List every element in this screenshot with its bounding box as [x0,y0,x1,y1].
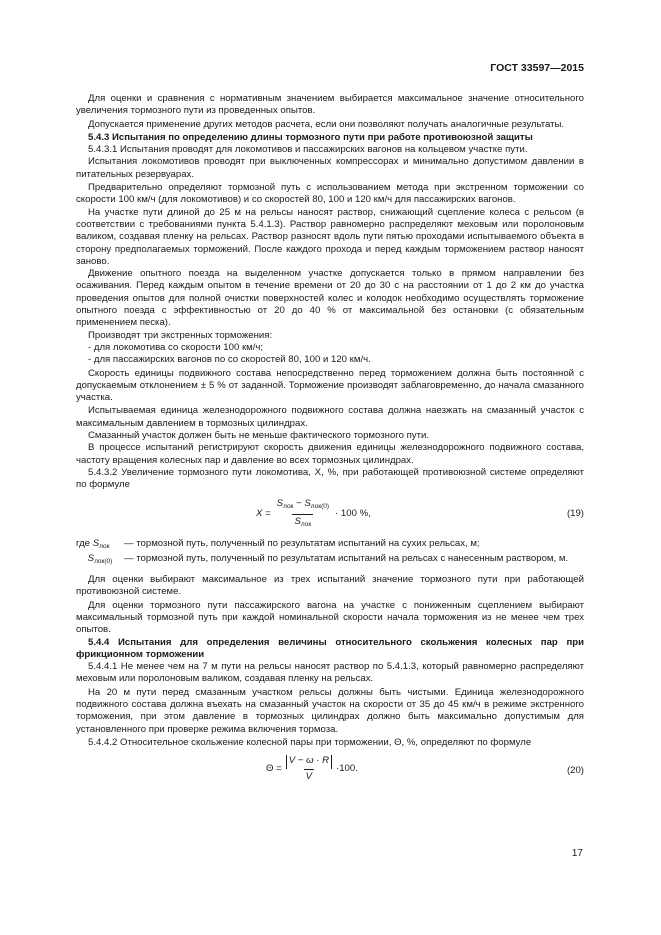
symbol: S [304,497,311,509]
where-prefix: где [76,537,91,549]
formula-fraction [275,498,331,532]
formula-19 [76,494,584,536]
list-item: - для локомотива со скорости 100 км/ч; [88,341,264,353]
symbol: S [294,515,301,527]
paragraph: В процессе испытаний регистрируют скорость движения единицы железнодорожного подвижного состава, частоту вращения колесных пар и давление во всех тормозных цилиндрах. [76,442,584,466]
formula-fraction [286,755,332,783]
formula-numerator [275,498,331,514]
paragraph: Допускается применение других методов расчета, если они позволяют получать аналогичные результаты. [88,118,565,130]
list-item: - для пассажирских вагонов по со скоростей 80, 100 и 120 км/ч. [88,354,371,366]
subscript: лок [99,542,110,550]
formula-lhs: Θ = [266,762,282,774]
section-heading-5-4-4: 5.4.4 Испытания для определения величины относительного скольжения колесных пар при фрикционном торможении [76,636,584,660]
page-number: 17 [571,848,583,859]
formula-denominator: V [305,770,313,782]
formula-rest: · 100 %, [335,508,371,520]
symbol: S [92,537,100,549]
formula-denominator [292,514,313,531]
where-text: — тормозной путь, полученный по результатам испытаний на сухих рельсах, м; [124,537,480,549]
paragraph: Движение опытного поезда на выделенном участке допускается только в прямом направлении без осаживания. Перед каждым опытом в течение времени от 20 до 30 с на расстоянии от 1 до 2 км до участка проведения опытов для полной очистки поверхностей колес и колодок необходимо осуществлять торможение опытного поезда с эффективностью от 20 до 40 % от максимальной без остановки (с обязательным применением песка). [76,268,584,329]
formula-lhs: X = [256,508,271,520]
paragraph: Предварительно определяют тормозной путь с использованием метода при экстренном торможении со скорости 100 км/ч (для локомотивов) и со скоростей 80, 100 и 120 км/ч для пассажирских вагонов. [76,182,584,206]
subscript: лок(0) [94,557,113,565]
document-header: ГОСТ 33597—2015 [490,62,584,74]
paragraph: Испытания локомотивов проводят при выключенных компрессорах и минимально допустимом давлении в питательных резервуарах. [76,156,584,180]
paragraph: Для оценки и сравнения с нормативным значением выбирается максимальное значение относительного увеличения тормозного пути из проведенных опытов. [76,93,584,117]
paragraph: На участке пути длиной до 25 м на рельсы наносят раствор, снижающий сцепление колеса с рельсом (в соответствии с требованиями пункта 5.4.1.3). Раствор равномерно распределяют меховым или поролоновым валиком, создавая пленку на рельсах. Раствор разносят вдоль пути пятью проходами испытываемого объекта в сторону предполагаемых торможений. После каждого прохода и перед каждым торможением раствор наносят заново. [76,206,584,267]
paragraph: На 20 м пути перед смазанным участком рельсы должны быть чистыми. Единица железнодорожного подвижного состава должна въехать на смазанный участок на скорости от 35 до 45 км/ч в режиме экстренного торможения, при этом давление в тормозных цилиндрах должно быть максимально допустимым для установленного при проверке режима включения тормоза. [76,686,584,735]
paragraph: 5.4.3.2 Увеличение тормозного пути локомотива, Х, %, при работающей противоюзной системе определяют по формуле [76,466,584,491]
formula-number: (20) [566,765,584,777]
subscript: лок [283,502,294,510]
formula-rest: ·100. [336,762,358,774]
formula-number: (19) [566,507,584,519]
section-heading-5-4-3: 5.4.3 Испытания по определению длины тормозного пути при работе противоюзной защиты [88,131,533,143]
where-symbol [76,538,124,553]
paragraph: 5.4.3.1 Испытания проводят для локомотивов и пассажирских вагонов на кольцевом участке пути. [88,144,528,156]
formula-numerator: V − ω · R [286,755,332,768]
paragraph: 5.4.4.2 Относительное скольжение колесной пары при торможении, Θ, %, определяют по формуле [88,736,532,748]
subscript: лок [300,520,312,528]
symbol: S [87,552,95,564]
operator: − [293,497,305,509]
paragraph: Для оценки выбирают максимальное из трех испытаний значение тормозного пути при работающей противоюзной системе. [76,574,584,598]
where-text: — тормозной путь, полученный по результатам испытаний на рельсах с нанесенным раствором, м. [124,552,569,564]
page-content [76,93,584,789]
paragraph: 5.4.4.1 Не менее чем на 7 м пути на рельсы наносят раствор по 5.4.1.3, который равномерно распределяют меховым или поролоновым валиком, создавая пленку на рельсах. [76,661,584,685]
subscript: лок(0) [310,502,330,510]
where-symbol [76,553,124,568]
paragraph: Производят три экстренных торможения: [88,329,273,341]
paragraph: Испытываемая единица железнодорожного подвижного состава должна наезжать на смазанный участок с максимальным давлением в тормозных цилиндрах. [76,405,584,429]
paragraph: Для оценки тормозного пути пассажирского вагона на участке с пониженным сцеплением выбирают максимальный тормозной путь при каждой номинальной скорости начала торможения из не менее чем трех опытов. [76,599,584,636]
paragraph: Скорость единицы подвижного состава непосредственно перед торможением должна быть постоянной с допускаемым отклонением ± 5 % от заданной. Торможение производят заблаговременно, до начала смазанного участка. [76,367,584,404]
formula-20 [76,751,584,787]
where-line-1 [76,538,584,553]
symbol: S [276,497,284,509]
where-line-2 [76,553,584,568]
paragraph: Смазанный участок должен быть не меньше фактического тормозного пути. [88,430,429,442]
